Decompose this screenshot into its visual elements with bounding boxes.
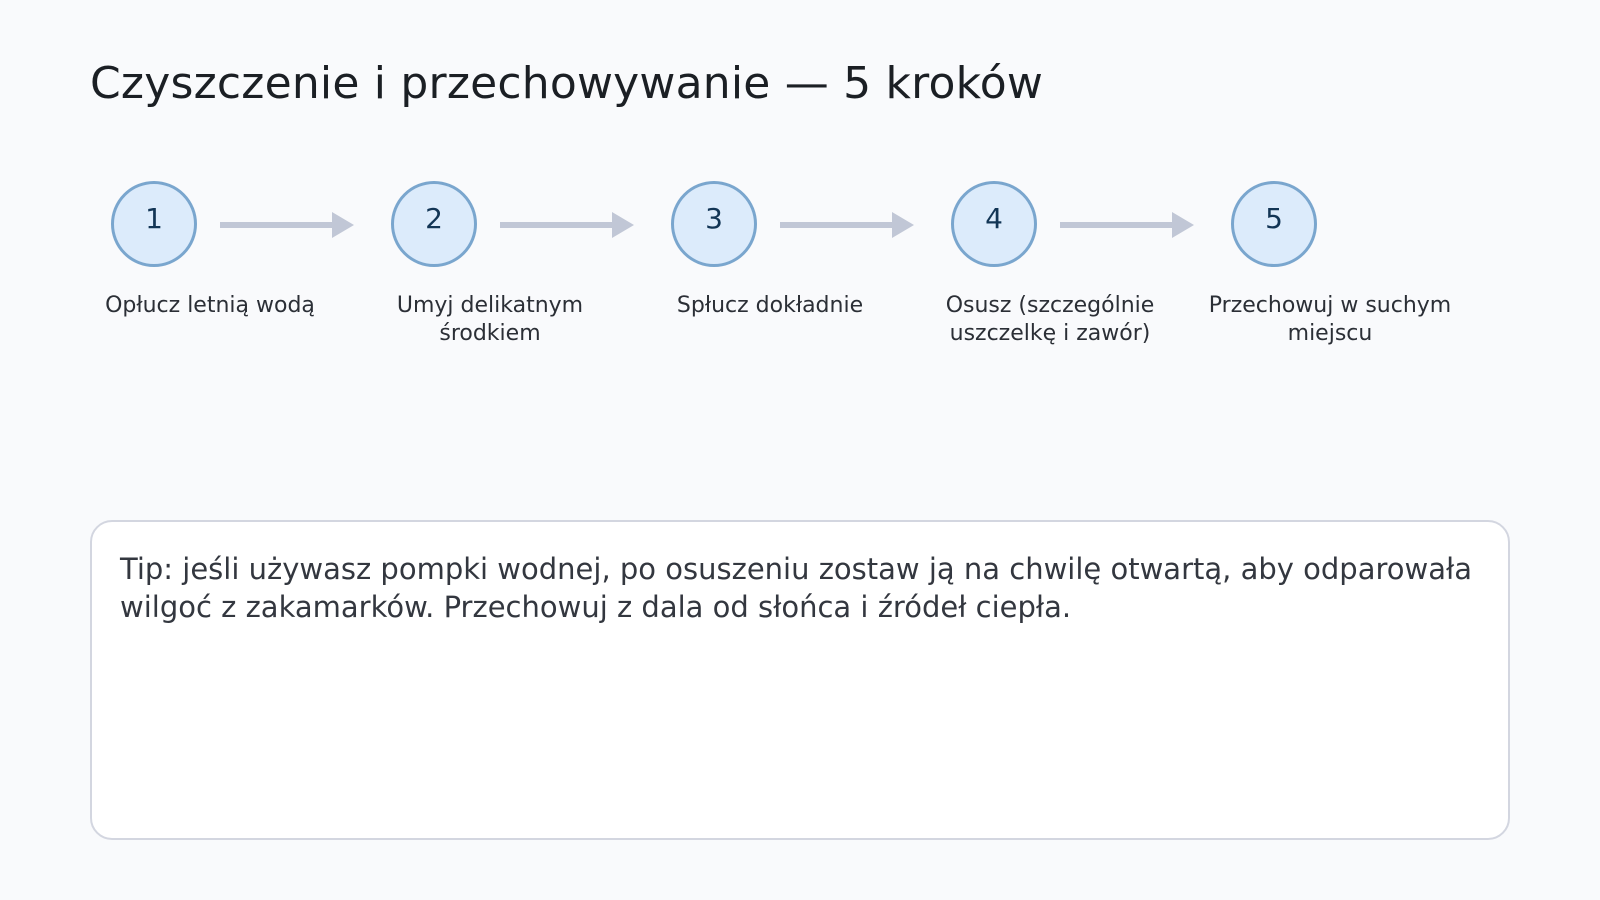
step-4-circle <box>951 181 1037 267</box>
step-2-circle <box>391 181 477 267</box>
step-5-number: 5 <box>1265 202 1283 235</box>
arrow-1-to-2 <box>220 212 354 238</box>
step-5-circle <box>1231 181 1317 267</box>
step-4-number: 4 <box>985 202 1003 235</box>
step-2-label: Umyj delikatnym środkiem <box>396 293 584 346</box>
arrow-shaft <box>1060 222 1174 228</box>
arrow-3-to-4 <box>780 212 914 238</box>
arrow-4-to-5 <box>1060 212 1194 238</box>
arrow-shaft <box>780 222 894 228</box>
step-2-number: 2 <box>425 202 443 235</box>
arrow-shaft <box>500 222 614 228</box>
page-title: Czyszczenie i przechowywanie — 5 kroków <box>90 58 1044 109</box>
arrow-2-to-3 <box>500 212 634 238</box>
step-1-circle <box>111 181 197 267</box>
step-5-label: Przechowuj w suchym miejscu <box>1208 293 1452 346</box>
arrow-head-icon <box>892 212 914 238</box>
step-1-label: Opłucz letnią wodą <box>105 293 315 318</box>
arrow-head-icon <box>612 212 634 238</box>
tip-text: Tip: jeśli używasz pompki wodnej, po osuszeniu zostaw ją na chwilę otwartą, aby odparowała wilgoć z zakamarków. Przechowuj z dala od słońca i źródeł ciepła. <box>120 552 1472 624</box>
step-3-number: 3 <box>705 202 723 235</box>
process-steps <box>0 0 1600 400</box>
arrow-shaft <box>220 222 334 228</box>
step-3-label: Spłucz dokładnie <box>676 293 864 318</box>
step-1-number: 1 <box>145 202 163 235</box>
arrow-head-icon <box>1172 212 1194 238</box>
tip-box <box>90 520 1510 840</box>
step-3-circle <box>671 181 757 267</box>
step-4-label: Osusz (szczególnie uszczelkę i zawór) <box>945 293 1155 346</box>
arrow-head-icon <box>332 212 354 238</box>
